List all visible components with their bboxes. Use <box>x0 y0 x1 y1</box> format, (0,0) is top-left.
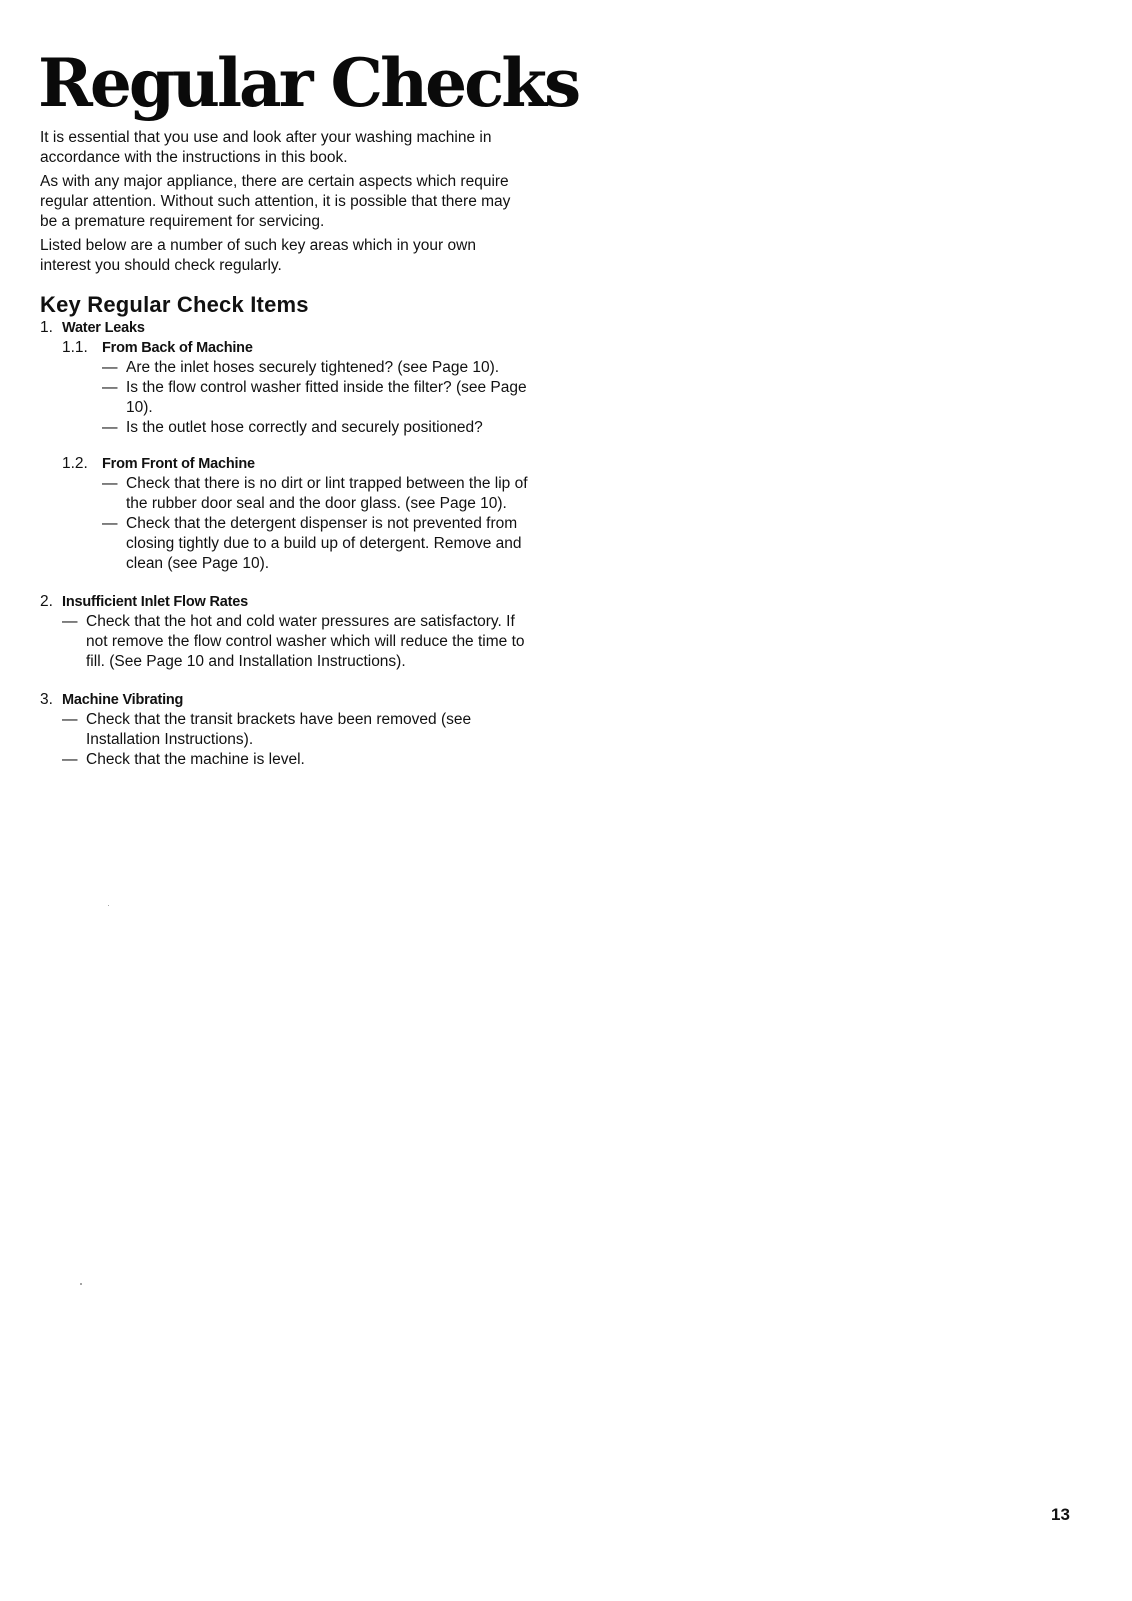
item-number: 1. <box>40 319 53 336</box>
subitem-from-back <box>62 338 530 438</box>
item-label: Machine Vibrating <box>62 692 184 708</box>
dash-marker: — <box>102 379 118 396</box>
subitem-label: From Back of Machine <box>102 340 253 356</box>
bullet-item: — Check that the transit brackets have been removed (see Installation Instructions). <box>62 711 472 748</box>
dash-marker: — <box>102 515 118 532</box>
dash-marker: — <box>62 711 78 728</box>
item-label: Insufficient Inlet Flow Rates <box>62 594 248 610</box>
bullet-list <box>62 710 530 770</box>
bullet-item: — Is the flow control washer fitted inside the filter? (see Page 10). <box>102 379 527 416</box>
dash-marker: — <box>102 475 118 492</box>
intro-paragraph: It is essential that you use and look after your washing machine in accordance with the instructions in this book. <box>40 129 492 166</box>
bullet-item: — Check that the machine is level. <box>62 751 305 768</box>
item-label: Water Leaks <box>62 320 145 336</box>
scan-speck <box>108 905 109 906</box>
check-item-water-leaks <box>40 318 530 574</box>
check-item-vibrating <box>40 690 530 770</box>
subitem-number: 1.2. <box>62 455 88 472</box>
bullet-list <box>62 612 530 672</box>
dash-marker: — <box>62 751 78 768</box>
page-content <box>40 128 530 770</box>
dash-marker: — <box>62 613 78 630</box>
page-number: 13 <box>1051 1505 1070 1524</box>
subitem-number: 1.1. <box>62 339 88 356</box>
intro-paragraph: Listed below are a number of such key areas which in your own interest you should check regularly. <box>40 237 476 274</box>
item-number: 2. <box>40 593 53 610</box>
intro-paragraph: As with any major appliance, there are certain aspects which require regular attention. Without such attention, it is possible that there may be a premature requirement for servicing. <box>40 173 511 230</box>
check-item-inlet-flow <box>40 592 530 672</box>
item-number: 3. <box>40 691 53 708</box>
bullet-list <box>102 474 530 574</box>
dash-marker: — <box>102 419 118 436</box>
bullet-item: — Check that the hot and cold water pressures are satisfactory. If not remove the flow control washer which will reduce the time to fill. (See Page 10 and Installation Instructions). <box>62 613 525 670</box>
bullet-item: — Is the outlet hose correctly and securely positioned? <box>102 419 483 436</box>
subitem-from-front <box>62 454 530 574</box>
bullet-item: — Check that there is no dirt or lint trapped between the lip of the rubber door seal and the door glass. (see Page 10). <box>102 475 528 512</box>
page-title: Regular Checks <box>38 44 579 122</box>
section-heading: Key Regular Check Items <box>40 292 309 317</box>
bullet-list <box>102 358 530 438</box>
dash-marker: — <box>102 359 118 376</box>
bullet-item: — Check that the detergent dispenser is not prevented from closing tightly due to a build up of detergent. Remove and clean (see Page 10). <box>102 515 522 572</box>
bullet-item: — Are the inlet hoses securely tightened? (see Page 10). <box>102 359 500 376</box>
scan-speck <box>80 1283 82 1285</box>
subitem-label: From Front of Machine <box>102 456 255 472</box>
